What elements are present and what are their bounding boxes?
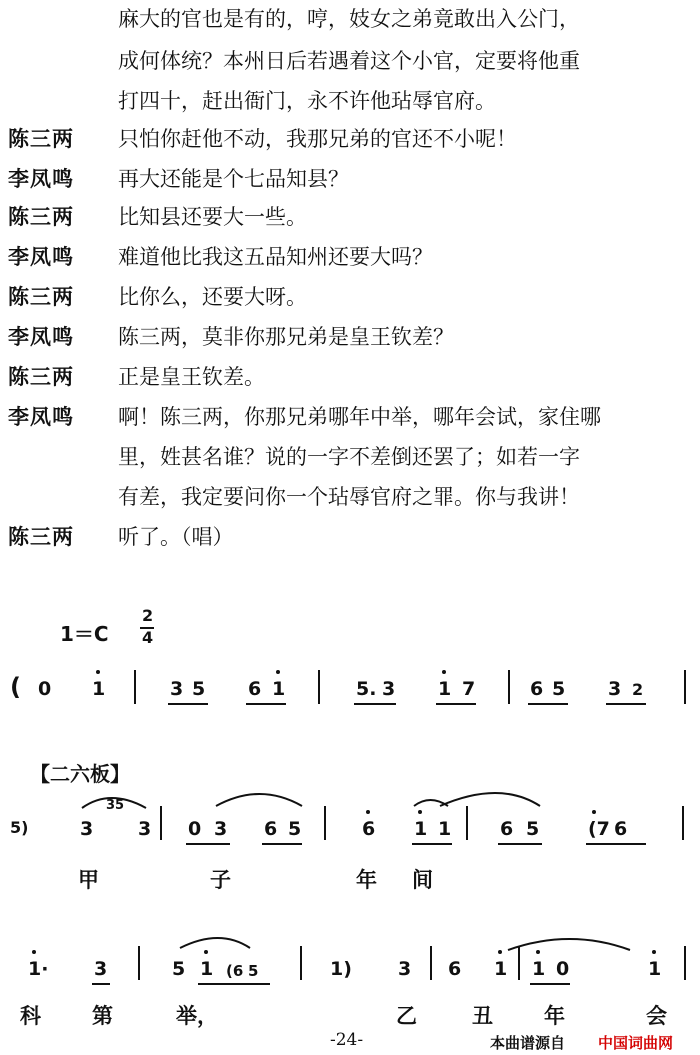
line-text: 听了。（唱） — [118, 525, 234, 549]
speaker: 陈三两 — [8, 127, 74, 151]
note: 3 — [398, 958, 412, 980]
speaker: 李凤鸣 — [8, 245, 74, 269]
note: 5 — [248, 962, 259, 980]
banqiang-label: 【二六板】 — [30, 762, 130, 786]
line-text: 再大还能是个七品知县？ — [118, 167, 349, 191]
note: 6 — [448, 958, 462, 980]
note: 3 — [382, 678, 396, 700]
lyric: 乙 — [396, 1004, 417, 1028]
note: 3 — [80, 818, 94, 840]
speaker: 李凤鸣 — [8, 167, 74, 191]
beat-underline — [92, 983, 110, 985]
note: 1 — [438, 818, 452, 840]
barline — [300, 946, 302, 980]
note: 6 — [248, 678, 262, 700]
octave-dot — [32, 950, 36, 954]
line-text: 难道他比我这五品知州还要大吗？ — [118, 245, 433, 269]
page-number: -24- — [330, 1030, 364, 1050]
note: 5 — [288, 818, 302, 840]
note: 3 — [170, 678, 184, 700]
barline — [138, 946, 140, 980]
note: 1 — [414, 818, 428, 840]
line-text: 陈三两，莫非你那兄弟是皇王钦差？ — [118, 325, 454, 349]
octave-dot — [536, 950, 540, 954]
lyric: 子 — [210, 868, 231, 892]
beat-underline — [198, 983, 270, 985]
note: 1) — [330, 958, 352, 980]
note: 1· — [28, 958, 49, 980]
note: 6 — [362, 818, 376, 840]
note: (6 — [226, 962, 244, 980]
lyric: 丑 — [472, 1004, 493, 1028]
note: 3 — [138, 818, 152, 840]
note: 1 — [494, 958, 508, 980]
speaker: 陈三两 — [8, 205, 74, 229]
note: 5) — [10, 818, 29, 837]
grace-note: 5 — [115, 798, 125, 813]
note: 6 — [500, 818, 514, 840]
note: 6 — [530, 678, 544, 700]
octave-dot — [652, 950, 656, 954]
note: (7 — [588, 818, 610, 840]
speaker: 陈三两 — [8, 285, 74, 309]
key-signature: 1＝C — [60, 622, 109, 646]
line-text: 有差，我定要问你一个玷辱官府之罪。你与我讲！ — [118, 485, 580, 509]
line-text: 里，姓甚名谁？说的一字不差倒还罢了；如若一字 — [118, 445, 580, 469]
lyric: 年 — [544, 1004, 565, 1028]
note: 1 — [532, 958, 546, 980]
note: 5 — [552, 678, 566, 700]
note: 1 — [438, 678, 452, 700]
note: 1 — [272, 678, 286, 700]
note: 1 — [200, 958, 214, 980]
line-text: 啊！陈三两，你那兄弟哪年中举，哪年会试，家住哪 — [118, 405, 601, 429]
line-text: 只怕你赶他不动，我那兄弟的官还不小呢！ — [118, 127, 517, 151]
line-text: 打四十，赶出衙门，永不许他玷辱官府。 — [118, 89, 496, 113]
beat-underline — [530, 983, 570, 985]
note: 3 — [608, 678, 622, 700]
line-text: 比你么，还要大呀。 — [118, 285, 307, 309]
note: 6 — [614, 818, 628, 840]
note: 5 — [172, 958, 186, 980]
lyric: 甲 — [78, 868, 99, 892]
time-signature-top: 2 — [142, 606, 154, 625]
barline — [518, 946, 520, 980]
line-text: 成何体统？本州日后若遇着这个小官，定要将他重 — [118, 49, 580, 73]
speaker: 陈三两 — [8, 525, 74, 549]
octave-dot — [204, 950, 208, 954]
speaker: 陈三两 — [8, 365, 74, 389]
note: 2 — [632, 680, 644, 699]
barline — [430, 946, 432, 980]
lyric: 会 — [646, 1004, 667, 1028]
note: 6 — [264, 818, 278, 840]
note: 3 — [94, 958, 108, 980]
line-text: 比知县还要大一些。 — [118, 205, 307, 229]
source-label: 本曲谱源自 — [490, 1034, 566, 1052]
note: 7 — [462, 678, 476, 700]
speaker: 李凤鸣 — [8, 325, 74, 349]
note: ( — [10, 673, 21, 701]
time-signature-bottom: 4 — [142, 628, 154, 647]
lyric: 举， — [176, 1004, 218, 1028]
note: 0 — [556, 958, 570, 980]
grace-note: 3 — [106, 798, 116, 813]
note: 1 — [92, 678, 106, 700]
speaker: 李凤鸣 — [8, 405, 74, 429]
barline — [684, 946, 686, 980]
line-text: 麻大的官也是有的，哼，妓女之弟竟敢出入公门， — [118, 7, 580, 31]
note: 3 — [214, 818, 228, 840]
lyric: 科 — [20, 1004, 41, 1028]
lyric: 第 — [92, 1004, 113, 1028]
note: 5. — [356, 678, 377, 700]
lyric: 间 — [412, 868, 433, 892]
note: 0 — [38, 678, 52, 700]
note: 5 — [526, 818, 540, 840]
line-text: 正是皇王钦差。 — [118, 365, 265, 389]
lyric: 年 — [356, 868, 377, 892]
note: 5 — [192, 678, 206, 700]
site-watermark[interactable]: 中国词曲网 — [598, 1034, 674, 1052]
note: 0 — [188, 818, 202, 840]
octave-dot — [498, 950, 502, 954]
note: 1 — [648, 958, 662, 980]
